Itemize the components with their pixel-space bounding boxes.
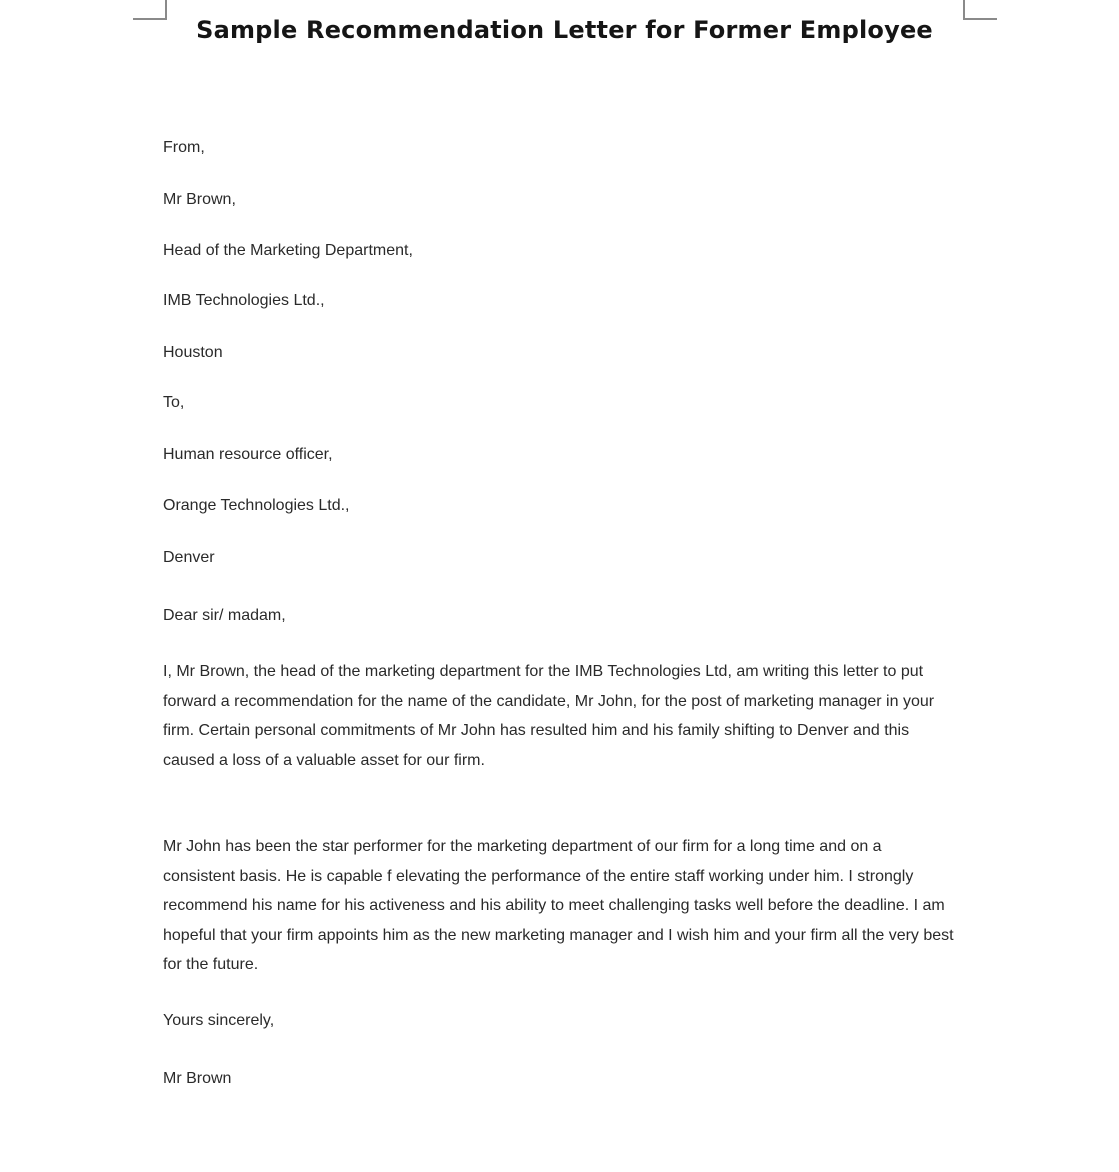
salutation: Dear sir/ madam,: [163, 607, 286, 624]
body-paragraph-1: I, Mr Brown, the head of the marketing department for the IMB Technologies Ltd, am writing this letter to put forward a recommendation for the name of the candidate, Mr John, for the post of marketing manager in your firm. Certain personal commitments of Mr John has resulted him and his family shifting to Denver and this caused a loss of a valuable asset for our firm.: [163, 663, 935, 769]
document-title: Sample Recommendation Letter for Former Employee: [196, 16, 933, 44]
sender-position: Head of the Marketing Department,: [163, 242, 413, 259]
sender-label: From,: [163, 139, 205, 156]
signature-name: Mr Brown: [163, 1070, 232, 1087]
closing: Yours sincerely,: [163, 1012, 275, 1029]
sender-city: Houston: [163, 344, 223, 361]
body-paragraph-2: Mr John has been the star performer for the marketing department of our firm for a long time and on a consistent basis. He is capable f elevating the performance of the entire staff working under him. I strongly recommend his name for his activeness and his ability to meet challenging tasks well before the deadline. I am hopeful that your firm appoints him as the new marketing manager and I wish him and your firm all the very best for the future.: [163, 838, 954, 973]
sender-company: IMB Technologies Ltd.,: [163, 292, 325, 309]
recipient-company: Orange Technologies Ltd.,: [163, 497, 350, 514]
sender-name: Mr Brown,: [163, 191, 236, 208]
recipient-city: Denver: [163, 549, 215, 566]
recipient-label: To,: [163, 394, 185, 411]
recipient-position: Human resource officer,: [163, 446, 333, 463]
